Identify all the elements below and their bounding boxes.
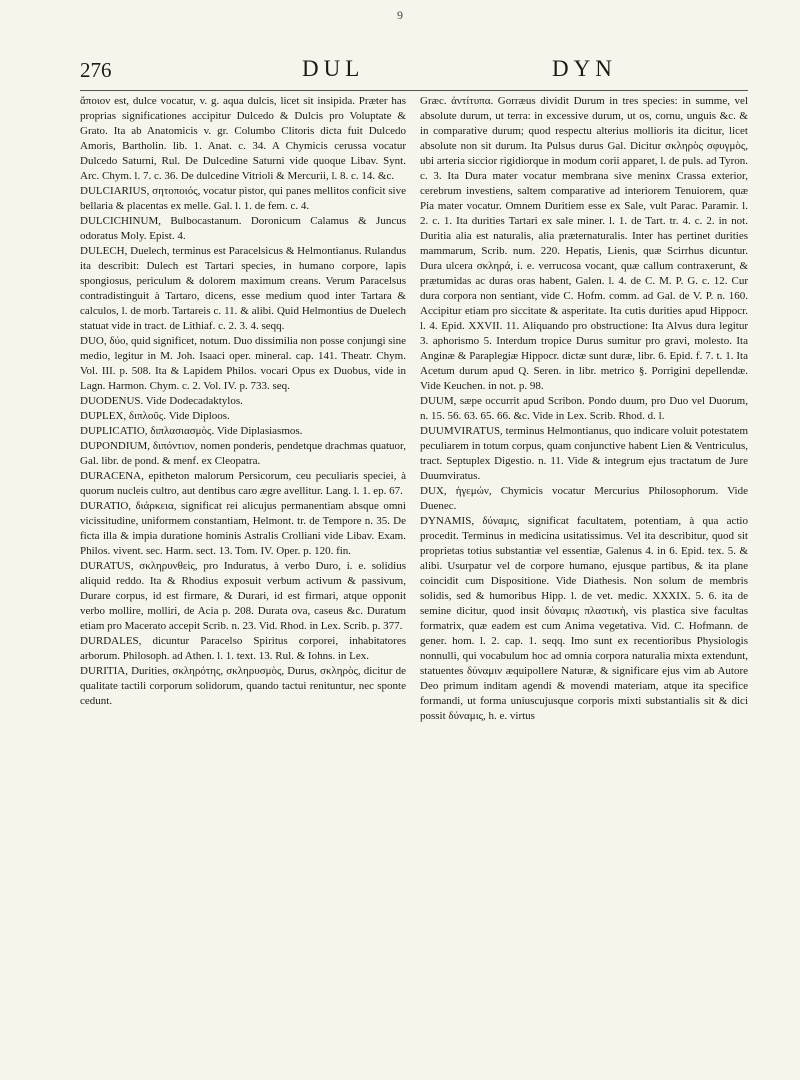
entry-duritia: DURITIA, Durities, σκληρότης, σκληρυσμὸς, Durus, σκληρὸς, dicitur de qualitate tactili corporum solidorum, quando tactui renituntur, nec sponte cedunt. <box>80 665 406 707</box>
entry-duodenus: DUODENUS. Vide Dodecadaktylos. <box>80 395 243 407</box>
entry-duplicatio: DUPLICATIO, διπλασιασμὸς. Vide Diplasiasmos. <box>80 425 303 437</box>
page-number: 276 <box>80 58 112 82</box>
entry-duratio: DURATIO, διάρκεια, significat rei alicujus permanentiam absque omni vicissitudine, uniformem constantiam, Helmont. tr. de Tempore n. 35. De ficta illa & impia duratione hominis Astralis Crolliani vide Libav. Exam. Philos. vivent. sec. Harm. sect. 13. Tom. IV. Oper. p. 120. fin. <box>80 500 406 557</box>
running-head-left: DUL <box>302 56 365 81</box>
page-header <box>80 56 748 86</box>
entry-duo: DUO, δύο, quid significet, notum. Duo dissimilia non posse conjungi sine medio, legitur in M. Joh. Isaaci oper. mineral. cap. 141. Theatr. Chym. Vol. III. p. 508. Ita & Lapidem Philos. vocari Opus ex Duobus, vide in Lagn. Harmon. Chym. c. 2. Vol. IV. p. 733. seq. <box>80 335 406 392</box>
entry-dynamis: DYNAMIS, δύναμις, significat facultatem, potentiam, à qua actio procedit. Terminus in medicina usitatissimus. Vel ita describitur, quod sit proprietas totius substantiæ vel essentiæ, Galenus 4. in 6. Epid. tex. 5. & alibi. Usurpatur vel de corpore humano, ejusque partibus, & ita plane coincidit cum Dispositione. Vide Diathesis. Non solum de membris solidis, sed & humoribus Hipp. l. de vet. medic. XXXIX. 5. 6. ita de semine dicitur, quod insit δύναμις πλαστικὴ, vis plastica sive facultas formatrix, quæ eadem est cum Anima vegetativa. Vid. C. Hofmann. de gener. hom. l. 2. cap. 1. seqq. Imo sunt ex recentioribus Physiologis nonnulli, qui vocabulum hoc ad omnia corpora naturalia mixta extendunt, statuentes δύναμιν æquipollere Naturæ, & significare ejus vim ab Autore Deo primum inditam agendi & movendi materiam, atque ita specifice formandi, ut forma uniuscujusque corporis mixti substantialis sit & dici possit δύναμις, h. e. virtus <box>420 515 748 722</box>
entry-duum: DUUM, sæpe occurrit apud Scribon. Pondo duum, pro Duo vel Duorum, n. 15. 56. 63. 65. 66. &c. Vide in Lex. Scrib. Rhod. d. l. <box>420 395 748 422</box>
entry-dupondium: DUPONDIUM, διπόντιον, nomen ponderis, pendetque drachmas quatuor, Gal. libr. de pond. & menf. ex Cleopatra. <box>80 440 406 467</box>
entry-dux: DUX, ἡγεμών, Chymicis vocatur Mercurius Philosophorum. Vide Duenec. <box>420 485 748 512</box>
entry-duratus: DURATUS, σκληρυνθεὶς, pro Induratus, à verbo Duro, i. e. solidius aliquid reddo. Ita & Rhodius exposuit verbum activum & passivum, Durare corpus, id est firmare, & Durari, id est firmari, atque opponit verbo mollire, molliri, de Acia p. 208. Durata ova, caseus &c. Duratum etiam pro Macerato accepit Scrib. n. 23. Vid. Rhod. in Lex. Scrib. p. 377. <box>80 560 406 632</box>
running-head-right: DYN <box>552 56 617 81</box>
entry-durdales: DURDALES, dicuntur Paracelso Spiritus corporei, inhabitatores arborum. Philosoph. ad Athen. l. 1. text. 13. Rul. & Iohns. in Lex. <box>80 635 406 662</box>
header-rule <box>80 90 748 91</box>
right-column <box>420 94 748 1064</box>
entry-dulciarius: DULCIARIUS, σητοποιός, vocatur pistor, qui panes mellitos conficit sive bellaria & placentas ex melle. Gal. l. 1. de fem. c. 4. <box>80 185 406 212</box>
entry-dulcichinum: DULCICHINUM, Bulbocastanum. Doronicum Calamus & Juncus odoratus Moly. Epist. 4. <box>80 215 406 242</box>
entry-duritia-continued: Græc. ἀντίτυπα. Gorræus dividit Durum in tres species: in summe, vel absolute durum, ut terra: in excessive durum, ut os, cornu, unguis &c. & in comparative durum; quod respectu alterius mollioris ita dicitur, licet absolute non sit durum. Ita Pulsus durus Gal. Dicitur σκληρὸς σφυγμὸς, ubi arteria siccior rigidiorque in modum corii apparet, l. de puls. ad Tyron. c. 3. Ita Dura mater vocatur membrana sive meninx Crassa exterior, cerebrum investiens, saltem comparative ad interiorem Tenuiorem, quæ Pia mater vocatur. Omnem Duritiem esse ex Sale, vult Parac. Paramir. l. 2. c. 1. Ita durities Tartari ex sale miner. l. 1. de Tart. tr. 4. c. 2. in not. Duritia alia est naturalis, alia præternaturalis. Inter has pertinet durities mammarum, Scrib. num. 220. Hepatis, Lienis, quæ Scirrhus dicuntur. Dura ulcera σκληρά, i. e. verrucosa vocant, quæ callum contraxerunt, & prætumidas ac duras oras habent, Galen. l. 4. de C. M. P. G. c. 12. Cur dura corpora non sentiant, vide C. Hofm. comm. ad Gal. de V. P. n. 160. Accipitur etiam pro siccitate & asperitate. Ita cutis durities apud Hippocr. l. 4. Epid. XXVII. 11. Aliquando pro obstructione: Ita Alvus dura legitur 3. aphorismo 5. Interdum tropice Durus sumitur pro gravi, molesto. Ita Anginæ & Paraplegiæ Hippocr. dictæ sunt duræ, libr. 6. Epid. f. 7. t. 1. Ita Acetum durum apud Q. Seren. in libr. metrico §. Porrigini depellendæ. Vide Keuchen. in not. p. 98. <box>420 95 748 392</box>
page-mark: 9 <box>397 8 403 22</box>
entry-dulech: DULECH, Duelech, terminus est Paracelsicus & Helmontianus. Rulandus ita describit: Dulech est Tartari species, in humano corpore, lapis spongiosus, periculum & dolorem maximum creans. Verum Paracelsus contradistinguit à Tartaro, dicens, esse medium quod inter Tartara & calculos, l. de morb. Tartareis c. 11. & alibi. Quid Helmontius de Duelech statuat vide in tract. de Lithiaf. c. 2. 3. 4. seqq. <box>80 245 406 332</box>
entry-paragraph: ἄποιον est, dulce vocatur, v. g. aqua dulcis, licet sit insipida. Præter has proprias significationes accipitur Dulcedo & Dulcis pro Voluptate & Grato. Ita ab Anatomicis v. gr. Columbo Clitoris dicta fuit Dulcedo Amoris, Bartholin. lib. 1. Anat. c. 34. A Chymicis cerussa vocatur Dulcedo Saturni, Rul. De Dulcedine Saturni vide quoque Libav. Synt. Arc. Chym. l. 7. c. 36. De dulcedine Vitrioli & Mercurii, l. 8. c. 14. &c. <box>80 95 406 182</box>
left-column <box>80 94 406 1064</box>
entry-duracena: DURACENA, epitheton malorum Persicorum, ceu peculiaris speciei, à quorum nucleis cultro, aut dentibus caro ægre avellitur. Lang. l. 1. ep. 67. <box>80 470 406 497</box>
entry-duumviratus: DUUMVIRATUS, terminus Helmontianus, quo indicare voluit potestatem peculiarem in totum corpus, quam conjunctive habent Lien & Ventriculus, tract. Septuplex Digestio. n. 11. Vide & integrum ejus tractatum de Jure Duumviratus. <box>420 425 748 482</box>
entry-duplex: DUPLEX, διπλοῦς. Vide Diploos. <box>80 410 230 422</box>
